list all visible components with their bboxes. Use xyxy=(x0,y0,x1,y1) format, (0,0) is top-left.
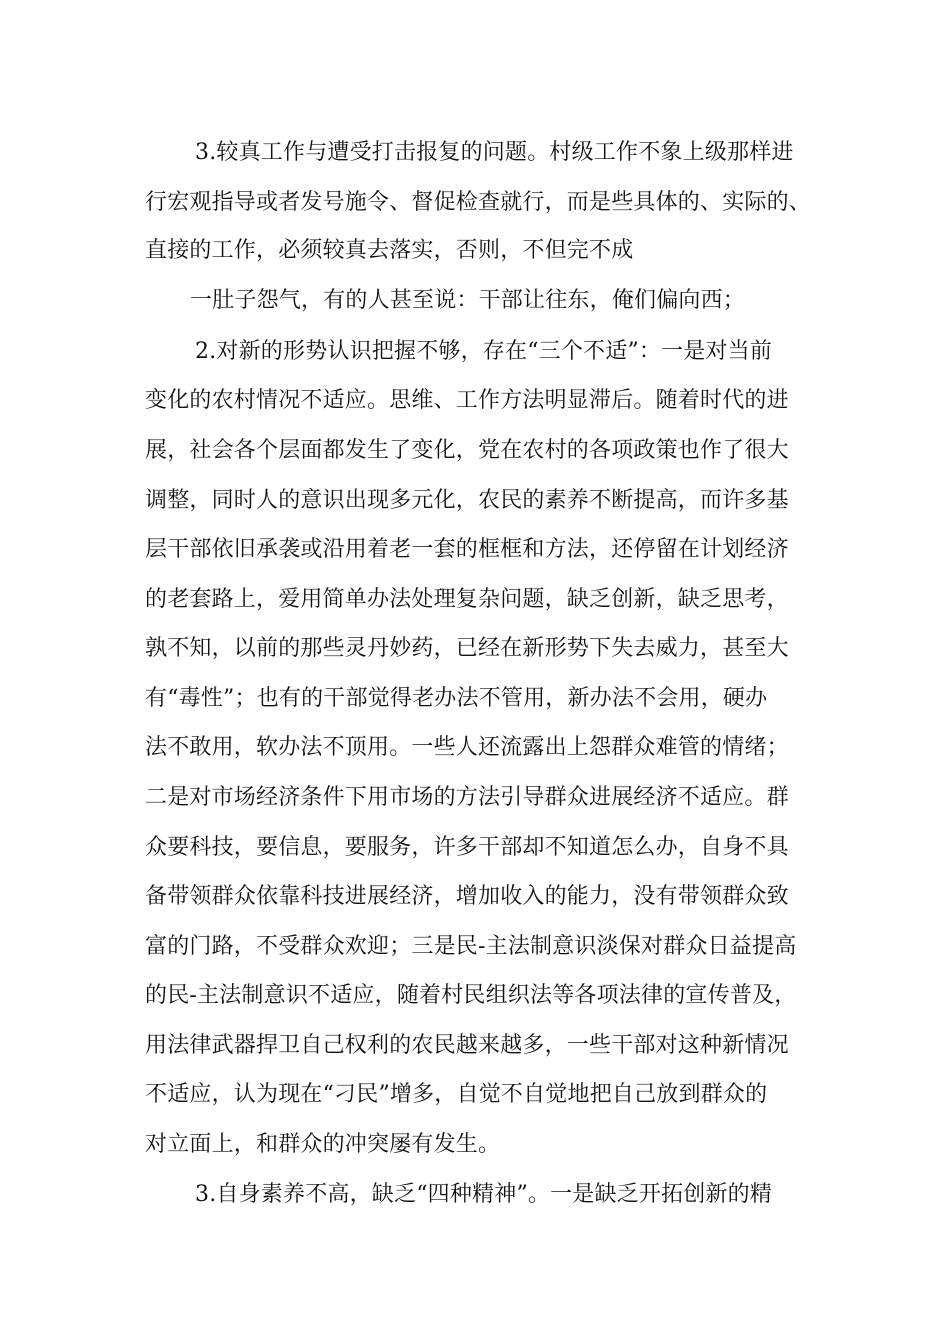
text-line-18: 的民-主法制意识不适应，随着村民组织法等各项法律的宣传普及， xyxy=(145,983,797,1008)
text-line-8: 调整，同时人的意识出现多元化，农民的素养不断提高，而许多基 xyxy=(145,488,789,513)
text-line-4: 一肚子怨气，有的人甚至说：干部让往东，俺们偏向西； xyxy=(190,288,746,313)
text-line-13: 法不敢用，软办法不顶用。一些人还流露出上怨群众难管的情绪； xyxy=(145,735,789,760)
text-line-1: 3.较真工作与遭受打击报复的问题。村级工作不象上级那样进 xyxy=(195,140,794,165)
text-line-12: 有“毒性”；也有的干部觉得老办法不管用，新办法不会用，硬办 xyxy=(145,686,768,711)
text-line-19: 用法律武器捍卫自己权利的农民越来越多，一些干部对这种新情况 xyxy=(145,1033,789,1058)
text-line-17: 富的门路，不受群众欢迎；三是民-主法制意识淡保对群众日益提高 xyxy=(145,934,797,959)
text-line-16: 备带领群众依靠科技进展经济，增加收入的能力，没有带领群众致 xyxy=(145,884,789,909)
text-line-14: 二是对市场经济条件下用市场的方法引导群众进展经济不适应。群 xyxy=(145,785,789,810)
text-line-11: 孰不知，以前的那些灵丹妙药，已经在新形势下失去威力，甚至大 xyxy=(145,636,789,661)
text-line-10: 的老套路上，爱用简单办法处理复杂问题，缺乏创新，缺乏思考， xyxy=(145,587,789,612)
text-line-6: 变化的农村情况不适应。思维、工作方法明显滞后。随着时代的进 xyxy=(145,388,789,413)
text-line-21: 对立面上，和群众的冲突屡有发生。 xyxy=(145,1132,501,1157)
text-line-5: 2.对新的形势认识把握不够，存在“三个不适”：一是对当前 xyxy=(195,339,773,364)
text-line-2: 行宏观指导或者发号施令、督促检查就行，而是些具体的、实际的、 xyxy=(145,190,812,215)
text-line-9: 层干部依旧承袭或沿用着老一套的框框和方法，还停留在计划经济 xyxy=(145,537,789,562)
text-line-22: 3.自身素养不高，缺乏“四种精神”。一是缺乏开拓创新的精 xyxy=(195,1182,773,1207)
text-line-3: 直接的工作，必须较真去落实，否则，不但完不成 xyxy=(145,238,634,263)
text-line-20: 不适应，认为现在“刁民”增多，自觉不自觉地把自己放到群众的 xyxy=(145,1082,768,1107)
text-line-15: 众要科技，要信息，要服务，许多干部却不知道怎么办，自身不具 xyxy=(145,835,789,860)
text-line-7: 展，社会各个层面都发生了变化，党在农村的各项政策也作了很大 xyxy=(145,438,789,463)
